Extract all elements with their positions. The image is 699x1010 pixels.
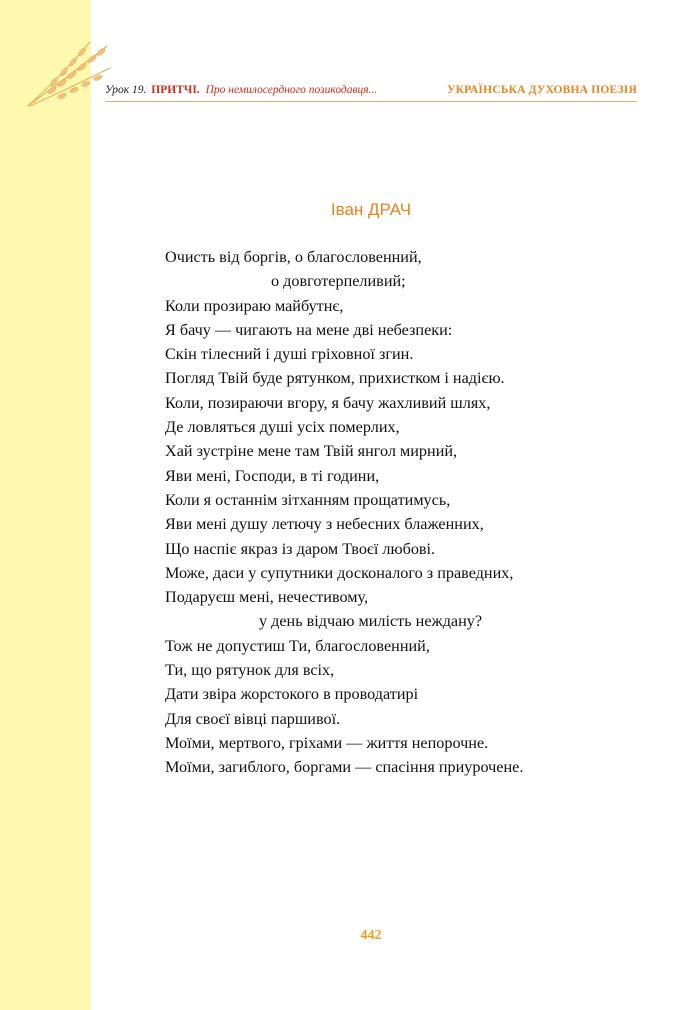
header-lesson: Урок 19.	[105, 84, 147, 96]
poem-line: Коли я останнім зітханням прощатимусь,	[165, 490, 451, 509]
header-subtitle: Про немилосердного позикодавця...	[205, 84, 378, 96]
poem-line: Що наспіє якраз із даром Твоєї любові.	[165, 539, 436, 558]
header-section: ПРИТЧІ.	[151, 84, 200, 96]
header-rule	[105, 101, 637, 102]
poem-line: Яви мені душу летючу з небесних блаженних,	[165, 515, 484, 534]
poem-line: Моїми, загиблого, боргами — спасіння приурочене.	[165, 758, 524, 777]
poem-author: Іван ДРАЧ	[330, 200, 412, 219]
poem-line: Подаруєш мені, нечестивому,	[165, 588, 369, 607]
poem-line: Хай зустріне мене там Твій янгол мирний,	[165, 442, 458, 461]
header-series: УКРАЇНСЬКА ДУХОВНА ПОЕЗІЯ	[447, 84, 637, 96]
poem-line: Може, даси у супутники досконалого з праведних,	[165, 563, 514, 582]
poem-line: Погляд Твій буде рятунком, прихистком і надією.	[165, 369, 505, 388]
poem-line: Коли, позираючи вгору, я бачу жахливий шлях,	[165, 393, 491, 412]
page-margin-strip	[0, 0, 91, 1010]
poem-line: Для своєї вівці паршивої.	[165, 709, 341, 728]
poem-line: Тож не допустиш Ти, благословенний,	[165, 636, 430, 655]
poem-line: Я бачу — чигають на мене дві небезпеки:	[165, 320, 453, 339]
poem-line: у день відчаю милість неждану?	[259, 612, 483, 631]
poem-line: Ти, що рятунок для всіх,	[165, 661, 335, 680]
wheat-icon	[22, 38, 112, 110]
poem-line: Скін тілесний і душі гріховної згин.	[165, 345, 414, 364]
poem-text	[165, 245, 635, 780]
poem-line: Дати звіра жорстокого в проводатирі	[165, 685, 419, 704]
poem-line: Очисть від боргів, о благословенний,	[165, 248, 422, 266]
poem-line: о довготерпеливий;	[271, 272, 406, 291]
poem-line: Де ловляться душі усіх померлих,	[165, 418, 400, 437]
page-number: 442	[360, 928, 382, 943]
poem-line: Коли прозираю майбутнє,	[165, 296, 344, 315]
poem-line: Моїми, мертвого, гріхами — життя непорочне.	[165, 733, 489, 752]
running-header	[105, 80, 637, 100]
poem-line: Яви мені, Господи, в ті години,	[165, 466, 380, 485]
